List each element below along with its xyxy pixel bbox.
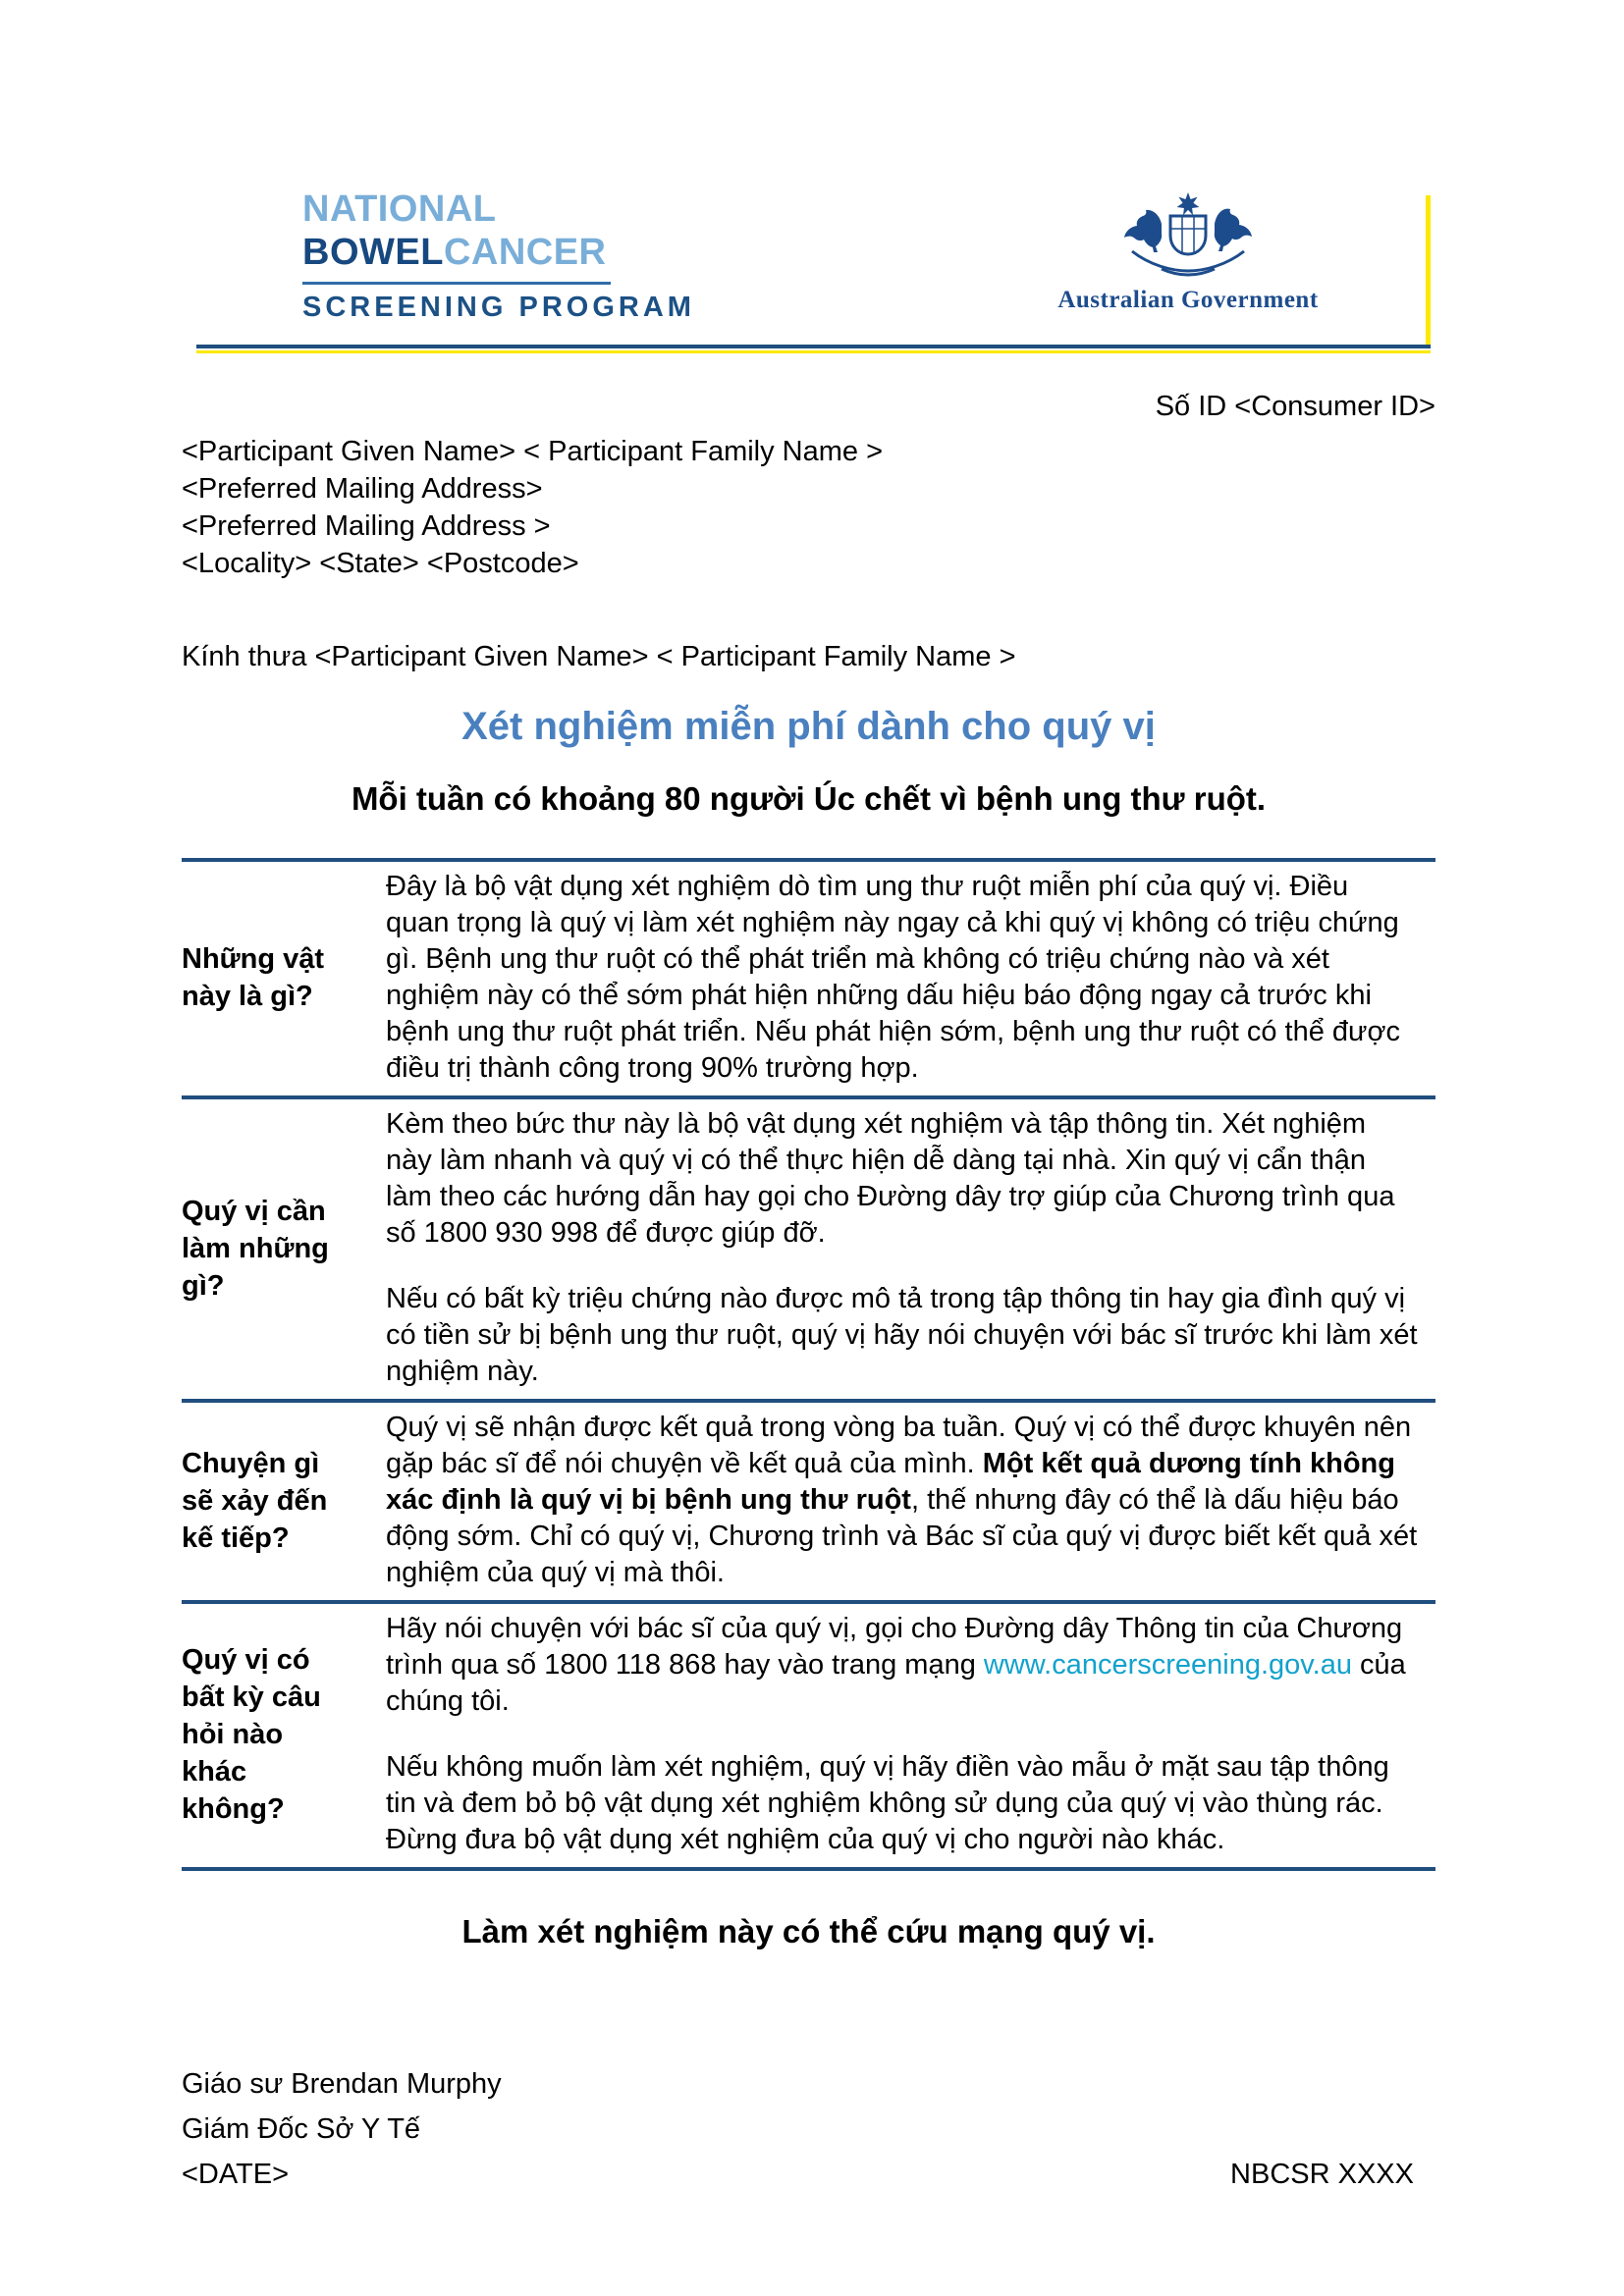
paragraph: Đây là bộ vật dụng xét nghiệm dò tìm ung thư ruột miễn phí của quý vị. Điều quan trọng là quý vị làm xét nghiệm này ngay cả khi quý vị không có triệu chứng gì. Bệnh ung thư ruột có thể phát triển mà không có triệu chứng nào và xét nghiệm này có thể sớm phát hiện những dấu hiệu báo động ngay cả trước khi bệnh ung thư ruột phát triển. Nếu phát hiện sớm, bệnh ung thư ruột có thể được điều trị thành công trong 90% trường hợp. (386, 871, 1400, 1084)
closing-statement: Làm xét nghiệm này có thể cứu mạng quý vị. (461, 1913, 1156, 1949)
nbcsp-logo (302, 190, 695, 322)
paragraph: Nếu không muốn làm xét nghiệm, quý vị hãy điền vào mẫu ở mặt sau tập thông tin và đem bỏ bộ vật dụng xét nghiệm không sử dụng của quý vị vào thùng rác. Đừng đưa bộ vật dụng xét nghiệm của quý vị cho người nào khác. (386, 1751, 1389, 1855)
address-line-mailing-1: <Preferred Mailing Address> (182, 473, 543, 505)
text-segment: Quý vị sẽ nhận được kết quả trong vòng ba tuần. Quý vị có thể được khuyên nên gặp bác sĩ để nói chuyện về kết quả của mình. (386, 1412, 1412, 1479)
logo-cancer: CANCER (443, 232, 607, 273)
header-vertical-yellow-rule (1426, 195, 1431, 346)
row-label (182, 869, 386, 1087)
text-segment: Hãy nói chuyện với bác sĩ của quý vị, gọi cho Đường dây Thông tin của Chương trình qua số 1800 118 868 hay vào trang mạng (386, 1613, 1403, 1681)
header-yellow-rule (196, 350, 1431, 353)
date-row (182, 2152, 1435, 2197)
greeting-line: Kính thưa <Participant Given Name> < Participant Family Name > (182, 641, 1016, 672)
signature-block (182, 2061, 1435, 2197)
logo-divider (302, 282, 611, 285)
row-content (386, 1611, 1435, 1858)
logo-screening-program: SCREENING PROGRAM (302, 292, 695, 323)
paragraph (386, 1410, 1418, 1591)
paragraph: Kèm theo bức thư này là bộ vật dụng xét nghiệm và tập thông tin. Xét nghiệm này làm nhanh và quý vị có thể thực hiện dễ dàng tại nhà. Xin quý vị cẩn thận làm theo các hướng dẫn hay gọi cho Đường dây trợ giúp của Chương trình qua số 1800 930 998 để được giúp đỡ. (386, 1108, 1395, 1249)
logo-bowel: BOWEL (302, 232, 444, 273)
qa-table (182, 858, 1435, 1871)
date-placeholder: <DATE> (182, 2159, 290, 2190)
row-label-text: Chuyện gì sẽ xảy đến kế tiếp? (182, 1447, 328, 1554)
coat-of-arms-icon (1114, 190, 1262, 281)
table-row-what-is-this (182, 862, 1435, 1099)
table-row-what-to-do (182, 1099, 1435, 1403)
address-line-mailing-2: <Preferred Mailing Address > (182, 510, 551, 542)
row-label-text: Quý vị có bất kỳ câu hỏi nào khác không? (182, 1644, 321, 1825)
paragraph: Nếu có bất kỳ triệu chứng nào được mô tả trong tập thông tin hay gia đình quý vị có tiền sử bị bệnh ung thư ruột, quý vị hãy nói chuyện với bác sĩ trước khi làm xét nghiệm này. (386, 1283, 1418, 1387)
reference-code: NBCSR XXXX (1230, 2159, 1414, 2190)
address-block (182, 433, 1435, 582)
paragraph (386, 1611, 1418, 1720)
row-label-text: Quý vị cần làm những gì? (182, 1195, 329, 1302)
australian-government-block (1056, 190, 1321, 314)
row-content (386, 1106, 1435, 1390)
australian-government-label: Australian Government (1057, 287, 1319, 313)
row-label (182, 1611, 386, 1858)
bold-text-segment: Một kết quả dương tính không xác định là quý vị bị bệnh ung thư ruột (386, 1448, 1395, 1516)
address-line-name: <Participant Given Name> < Participant Family Name > (182, 436, 884, 467)
website-link[interactable]: www.cancerscreening.gov.au (983, 1649, 1352, 1681)
signatory-name: Giáo sư Brendan Murphy (182, 2068, 502, 2100)
logo-bowel-cancer (302, 234, 695, 271)
page-title: Xét nghiệm miễn phí dành cho quý vị (461, 705, 1156, 748)
subtitle-statistic: Mỗi tuần có khoảng 80 người Úc chết vì bệnh ung thư ruột. (351, 780, 1267, 817)
row-label-text: Những vật này là gì? (182, 943, 325, 1012)
consumer-id-line: Số ID <Consumer ID> (1155, 391, 1435, 422)
text-segment: , thế nhưng đây có thể là dấu hiệu báo động sớm. Chỉ có quý vị, Chương trình và Bác sĩ của quý vị được biết kết quả xét nghiệm của quý vị mà thôi. (386, 1484, 1418, 1588)
table-row-other-questions (182, 1604, 1435, 1871)
logo-national: NATIONAL (302, 188, 497, 230)
header-blue-rule (196, 345, 1431, 348)
table-row-what-happens-next (182, 1403, 1435, 1604)
text-segment: của chúng tôi. (386, 1649, 1406, 1717)
address-line-locality: <Locality> <State> <Postcode> (182, 548, 579, 579)
signatory-title: Giám Đốc Sở Y Tế (182, 2113, 421, 2145)
letter-body (182, 388, 1435, 2197)
row-label (182, 1410, 386, 1591)
row-label (182, 1106, 386, 1390)
row-content (386, 1410, 1435, 1591)
row-content (386, 869, 1435, 1087)
